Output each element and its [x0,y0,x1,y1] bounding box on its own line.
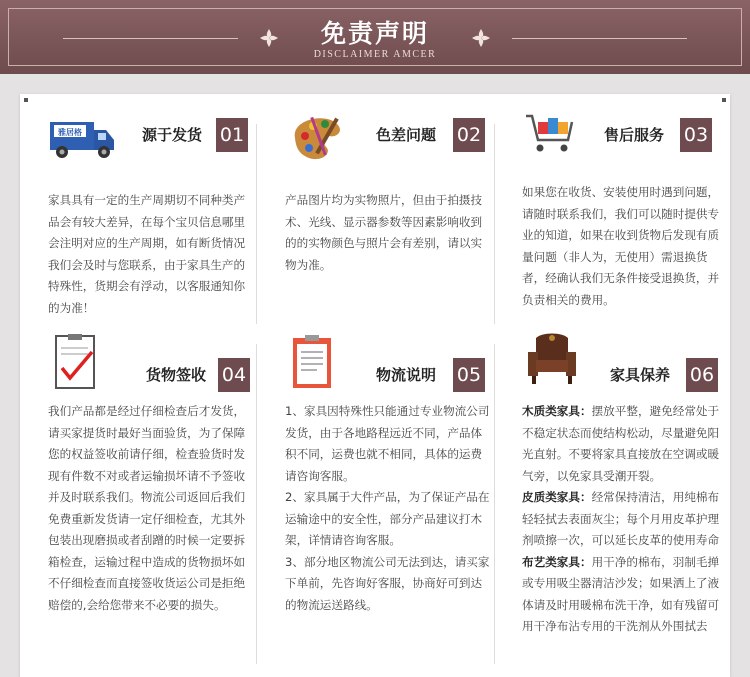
section-number: 06 [686,358,718,392]
paint-palette-icon [285,108,355,164]
section-body [522,401,730,638]
section-title: 家具保养 [610,366,671,384]
armchair-icon [522,328,592,392]
clipboard-check-icon [48,330,118,394]
care-item-leather [522,487,730,552]
content-panel [20,94,730,677]
section-body [522,182,730,311]
section-furniture-care [516,334,730,677]
section-after-sales [516,94,730,334]
section-body [285,401,493,616]
section-title: 货物签收 [146,366,207,384]
section-logistics [279,334,493,677]
section-title: 售后服务 [604,126,665,144]
section-title: 源于发货 [142,126,203,144]
section-number: 04 [218,358,250,392]
section-number: 03 [680,118,712,152]
section-text: 我们产品都是经过仔细检查后才发货，请买家提货时最好当面验货，为了保障您的权益签收前请仔细，检查验货时发现有件数不对或者运输损坏请不予签收并及时联系我们。物流公司返回后我们免费重新发货请一定仔细检查，尤其外包装出现磨损或者刮蹭的时候一定要拆箱检查，运输过程中造成的货物损坏如不仔细检查而直接签收货运公司是拒绝赔偿的,会给您带来不必要的损失。 [48,404,246,612]
care-item-fabric [522,552,730,638]
section-header [279,334,509,404]
care-text: 经常保持清洁，用纯棉布轻轻拭去表面灰尘；每个月用皮革护理剂喷擦一次，可以延长皮革的使用寿命 [522,490,720,547]
section-title: 物流说明 [376,366,437,384]
clipboard-document-icon [285,330,355,394]
logistics-item: 1、家具因特殊性只能通过专业物流公司发货，由于各地路程远近不同，产品体积不同，运费也就不相同，具体的运费请咨询客服。 [285,404,490,483]
section-number: 01 [216,118,248,152]
care-label: 布艺类家具： [522,554,592,569]
section-title: 色差问题 [376,126,437,144]
section-number: 02 [453,118,485,152]
section-number: 05 [453,358,485,392]
page-title: 免责声明 [320,19,429,48]
section-header [42,334,272,404]
section-text: 如果您在收货、安装使用时遇到问题，请随时联系我们，我们可以随时提供专业的知道，如果在收到货物后发现有质量问题（非人为，无使用）需退换货者，经确认我们无条件接受退换货，并负责相关的费用。 [522,185,720,307]
section-header [516,334,746,404]
header-banner [0,0,750,74]
section-shipping [42,94,256,334]
logistics-item: 3、部分地区物流公司无法到达，请买家下单前，先咨询好客服，协商好可到达的物流运送路线。 [285,554,490,612]
page-subtitle: DISCLAIMER AMCER [313,49,437,60]
care-text: 摆放平整，避免经常处于不稳定状态而使结构松动，尽量避免阳光直射。不要将家具直接放在空调或暖气旁，以免家具受潮开裂。 [522,404,720,483]
care-item-wood [522,401,730,487]
section-header [279,94,509,164]
content-area [0,74,750,677]
section-header [516,94,746,164]
logistics-item: 2、家具属于大件产品，为了保证产品在运输途中的安全性，部分产品建议打木架，详情请咨询客服。 [285,490,490,547]
section-text: 产品图片均为实物照片，但由于拍摄技术、光线、显示器参数等因素影响收到的的实物颜色与照片会有差别，请以实物为准。 [285,193,483,272]
care-text: 用干净的棉布，羽制毛掸或专用吸尘器清洁沙发；如果洒上了液体请及时用暖棉布洗干净，如有残留可用干净布沾专用的干洗剂从外围拭去 [522,554,720,633]
corner-mark [24,98,28,102]
care-label: 皮质类家具： [522,490,592,504]
section-body [285,190,493,276]
care-label: 木质类家具： [522,404,592,418]
svg-text:雅居格: 雅居格 [58,128,82,137]
section-header [42,94,272,164]
delivery-truck-icon [48,112,118,168]
shopping-cart-icon [522,108,592,164]
section-body [48,401,256,616]
section-text: 家具具有一定的生产周期切不同种类产品会有较大差异，在每个宝贝信息哪里会注明对应的生产周期，如有断货情况我们会及时与您联系，由于家具生产的特殊性，货期会有浮动，以客服通知你的为准！ [48,193,246,315]
section-color-difference [279,94,493,334]
section-receipt [42,334,256,677]
section-body [48,190,256,319]
